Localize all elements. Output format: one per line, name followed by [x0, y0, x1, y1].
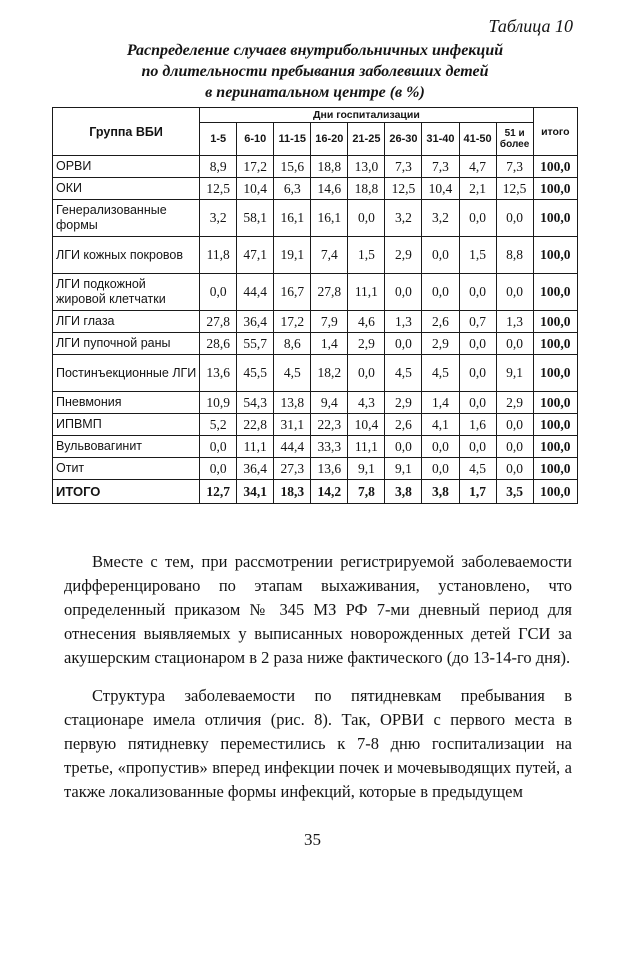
table-cell: 8,6 [274, 333, 311, 355]
row-total: 100,0 [533, 392, 577, 414]
table-cell: 1,7 [459, 480, 496, 504]
row-total: 100,0 [533, 237, 577, 274]
row-total: 100,0 [533, 436, 577, 458]
table-caption [60, 40, 570, 103]
row-label: ИТОГО [53, 480, 200, 504]
table-cell: 0,0 [496, 333, 533, 355]
table-cell: 1,6 [459, 414, 496, 436]
table-cell: 3,2 [200, 200, 237, 237]
table-row [53, 200, 578, 237]
table-cell: 0,0 [385, 274, 422, 311]
table-cell: 10,4 [237, 178, 274, 200]
table-cell: 0,0 [422, 436, 459, 458]
table-cell: 22,3 [311, 414, 348, 436]
table-cell: 36,4 [237, 458, 274, 480]
paragraph: Вместе с тем, при рассмотрении регистрируемой заболеваемости дифференцировано по этапам выхаживания, установлено, что определенный приказом № 345 МЗ РФ 7-ми дневный период для отнесения выявляемых у выписанных новорожденных детей ГСИ за акушерским стационаром в 2 раза ниже фактического (до 13-14-го дня). [64, 552, 572, 667]
table-cell: 1,3 [385, 311, 422, 333]
table-row [53, 392, 578, 414]
table-cell: 13,8 [274, 392, 311, 414]
table-cell: 7,8 [348, 480, 385, 504]
table-cell: 4,5 [274, 355, 311, 392]
table-cell: 0,7 [459, 311, 496, 333]
col-51-bottom: более [499, 139, 530, 150]
row-label: ЛГИ пупочной раны [53, 333, 200, 355]
table-cell: 47,1 [237, 237, 274, 274]
table-cell: 0,0 [496, 458, 533, 480]
table-cell: 11,1 [237, 436, 274, 458]
row-label: ОРВИ [53, 156, 200, 178]
table-cell: 2,9 [496, 392, 533, 414]
table-cell: 0,0 [385, 333, 422, 355]
table-cell: 12,5 [496, 178, 533, 200]
row-label: ЛГИ глаза [53, 311, 200, 333]
table-cell: 28,6 [200, 333, 237, 355]
row-total: 100,0 [533, 156, 577, 178]
table-cell: 44,4 [274, 436, 311, 458]
table-cell: 3,8 [422, 480, 459, 504]
table-cell: 9,4 [311, 392, 348, 414]
table-cell: 55,7 [237, 333, 274, 355]
table-cell: 1,4 [311, 333, 348, 355]
table-cell: 18,8 [348, 178, 385, 200]
table-cell: 54,3 [237, 392, 274, 414]
table-cell: 12,5 [200, 178, 237, 200]
table-cell: 9,1 [348, 458, 385, 480]
table-cell: 7,3 [385, 156, 422, 178]
row-total: 100,0 [533, 480, 577, 504]
table-cell: 22,8 [237, 414, 274, 436]
day-column-header: 11-15 [274, 123, 311, 156]
row-label: ЛГИ подкожной жировой клетчатки [53, 274, 200, 311]
table-cell: 18,8 [311, 156, 348, 178]
table-cell: 45,5 [237, 355, 274, 392]
row-total: 100,0 [533, 178, 577, 200]
table-cell: 0,0 [200, 458, 237, 480]
table-cell: 58,1 [237, 200, 274, 237]
table-cell: 2,6 [422, 311, 459, 333]
table-cell: 18,2 [311, 355, 348, 392]
caption-line: Распределение случаев внутрибольничных инфекций [126, 42, 504, 59]
row-total: 100,0 [533, 414, 577, 436]
table-cell: 27,8 [311, 274, 348, 311]
row-label: Постинъекционные ЛГИ [53, 355, 200, 392]
table-cell: 1,5 [459, 237, 496, 274]
table-cell: 7,9 [311, 311, 348, 333]
table-cell: 2,1 [459, 178, 496, 200]
table-row [53, 436, 578, 458]
group-header: Группа ВБИ [53, 108, 200, 156]
table-cell: 3,2 [385, 200, 422, 237]
table-cell: 2,9 [385, 392, 422, 414]
table-cell: 10,4 [348, 414, 385, 436]
row-total: 100,0 [533, 333, 577, 355]
table-cell: 1,5 [348, 237, 385, 274]
table-cell: 44,4 [237, 274, 274, 311]
row-total: 100,0 [533, 355, 577, 392]
table-cell: 27,8 [200, 311, 237, 333]
page-number: 35 [304, 830, 321, 849]
table-row [53, 237, 578, 274]
table-cell: 7,3 [496, 156, 533, 178]
table-cell: 0,0 [496, 274, 533, 311]
table-cell: 0,0 [459, 355, 496, 392]
table-cell: 4,5 [459, 458, 496, 480]
table-cell: 0,0 [496, 200, 533, 237]
paragraph: Структура заболеваемости по пятидневкам пребывания в стационаре имела отличия (рис. 8). Так, ОРВИ с первого места в первую пятидневку переместились к 7-8 дню госпитализации на третье, «пропустив» вперед инфекции почек и мочевыводящих путей, а также локализованные формы инфекций, которые в предыдущем [64, 686, 572, 801]
table-cell: 33,3 [311, 436, 348, 458]
row-label: ОКИ [53, 178, 200, 200]
table-cell: 3,2 [422, 200, 459, 237]
col-51-top: 51 и [504, 128, 525, 139]
table-cell: 0,0 [422, 237, 459, 274]
table-cell: 3,8 [385, 480, 422, 504]
table-cell: 11,8 [200, 237, 237, 274]
row-total: 100,0 [533, 458, 577, 480]
day-column-header: 6-10 [237, 123, 274, 156]
table-cell: 14,6 [311, 178, 348, 200]
table-row [53, 333, 578, 355]
total-header: итого [533, 108, 577, 156]
table-cell: 4,3 [348, 392, 385, 414]
table-cell: 11,1 [348, 436, 385, 458]
table-row [53, 355, 578, 392]
table-cell: 16,1 [274, 200, 311, 237]
data-table [52, 107, 578, 504]
table-cell: 4,5 [385, 355, 422, 392]
table-cell: 4,5 [422, 355, 459, 392]
day-column-header: 41-50 [459, 123, 496, 156]
table-cell: 27,3 [274, 458, 311, 480]
table-cell: 10,4 [422, 178, 459, 200]
table-cell: 1,4 [422, 392, 459, 414]
table-cell: 7,4 [311, 237, 348, 274]
days-header: Дни госпитализации [200, 108, 534, 123]
table-cell: 6,3 [274, 178, 311, 200]
table-cell: 4,1 [422, 414, 459, 436]
table-cell: 13,6 [200, 355, 237, 392]
table-cell: 7,3 [422, 156, 459, 178]
day-column-header: 31-40 [422, 123, 459, 156]
row-total: 100,0 [533, 274, 577, 311]
table-cell: 0,0 [422, 458, 459, 480]
table-cell: 0,0 [348, 355, 385, 392]
table-cell: 0,0 [459, 200, 496, 237]
row-label: ЛГИ кожных покровов [53, 237, 200, 274]
table-cell: 11,1 [348, 274, 385, 311]
table-row [53, 414, 578, 436]
table-cell: 2,6 [385, 414, 422, 436]
table-cell: 13,0 [348, 156, 385, 178]
day-column-header-51 [496, 123, 533, 156]
table-cell: 0,0 [459, 274, 496, 311]
table-cell: 4,6 [348, 311, 385, 333]
table-cell: 4,7 [459, 156, 496, 178]
table-cell: 12,7 [200, 480, 237, 504]
table-cell: 12,5 [385, 178, 422, 200]
table-row [53, 156, 578, 178]
table-cell: 34,1 [237, 480, 274, 504]
table-cell: 0,0 [459, 333, 496, 355]
table-cell: 0,0 [200, 436, 237, 458]
table-cell: 0,0 [459, 392, 496, 414]
table-cell: 16,7 [274, 274, 311, 311]
row-label: Вульвовагинит [53, 436, 200, 458]
day-column-header: 16-20 [311, 123, 348, 156]
table-cell: 3,5 [496, 480, 533, 504]
row-label: Пневмония [53, 392, 200, 414]
row-total: 100,0 [533, 200, 577, 237]
table-body [53, 156, 578, 504]
row-label: ИПВМП [53, 414, 200, 436]
table-cell: 0,0 [459, 436, 496, 458]
table-cell: 2,9 [422, 333, 459, 355]
table-cell: 0,0 [422, 274, 459, 311]
table-cell: 14,2 [311, 480, 348, 504]
day-column-header: 21-25 [348, 123, 385, 156]
table-cell: 36,4 [237, 311, 274, 333]
table-cell: 18,3 [274, 480, 311, 504]
table-cell: 17,2 [274, 311, 311, 333]
row-label: Отит [53, 458, 200, 480]
table-row [53, 458, 578, 480]
table-cell: 2,9 [348, 333, 385, 355]
table-cell: 17,2 [237, 156, 274, 178]
total-row [53, 480, 578, 504]
table-cell: 0,0 [200, 274, 237, 311]
table-row [53, 274, 578, 311]
table-cell: 10,9 [200, 392, 237, 414]
table-cell: 8,9 [200, 156, 237, 178]
day-column-header: 1-5 [200, 123, 237, 156]
row-label: Генерализованные формы [53, 200, 200, 237]
row-total: 100,0 [533, 311, 577, 333]
day-column-header: 26-30 [385, 123, 422, 156]
caption-line: в перинатальном центре (в %) [205, 84, 425, 101]
table-cell: 0,0 [496, 436, 533, 458]
table-cell: 9,1 [385, 458, 422, 480]
table-cell: 15,6 [274, 156, 311, 178]
table-cell: 8,8 [496, 237, 533, 274]
table-cell: 31,1 [274, 414, 311, 436]
table-cell: 13,6 [311, 458, 348, 480]
table-cell: 0,0 [348, 200, 385, 237]
table-cell: 5,2 [200, 414, 237, 436]
table-row [53, 178, 578, 200]
table-label: Таблица 10 [488, 16, 573, 36]
table-cell: 0,0 [496, 414, 533, 436]
table-row [53, 311, 578, 333]
table-cell: 9,1 [496, 355, 533, 392]
caption-line: по длительности пребывания заболевших детей [141, 63, 489, 80]
table-cell: 16,1 [311, 200, 348, 237]
table-cell: 2,9 [385, 237, 422, 274]
table-cell: 0,0 [385, 436, 422, 458]
table-cell: 1,3 [496, 311, 533, 333]
table-cell: 19,1 [274, 237, 311, 274]
